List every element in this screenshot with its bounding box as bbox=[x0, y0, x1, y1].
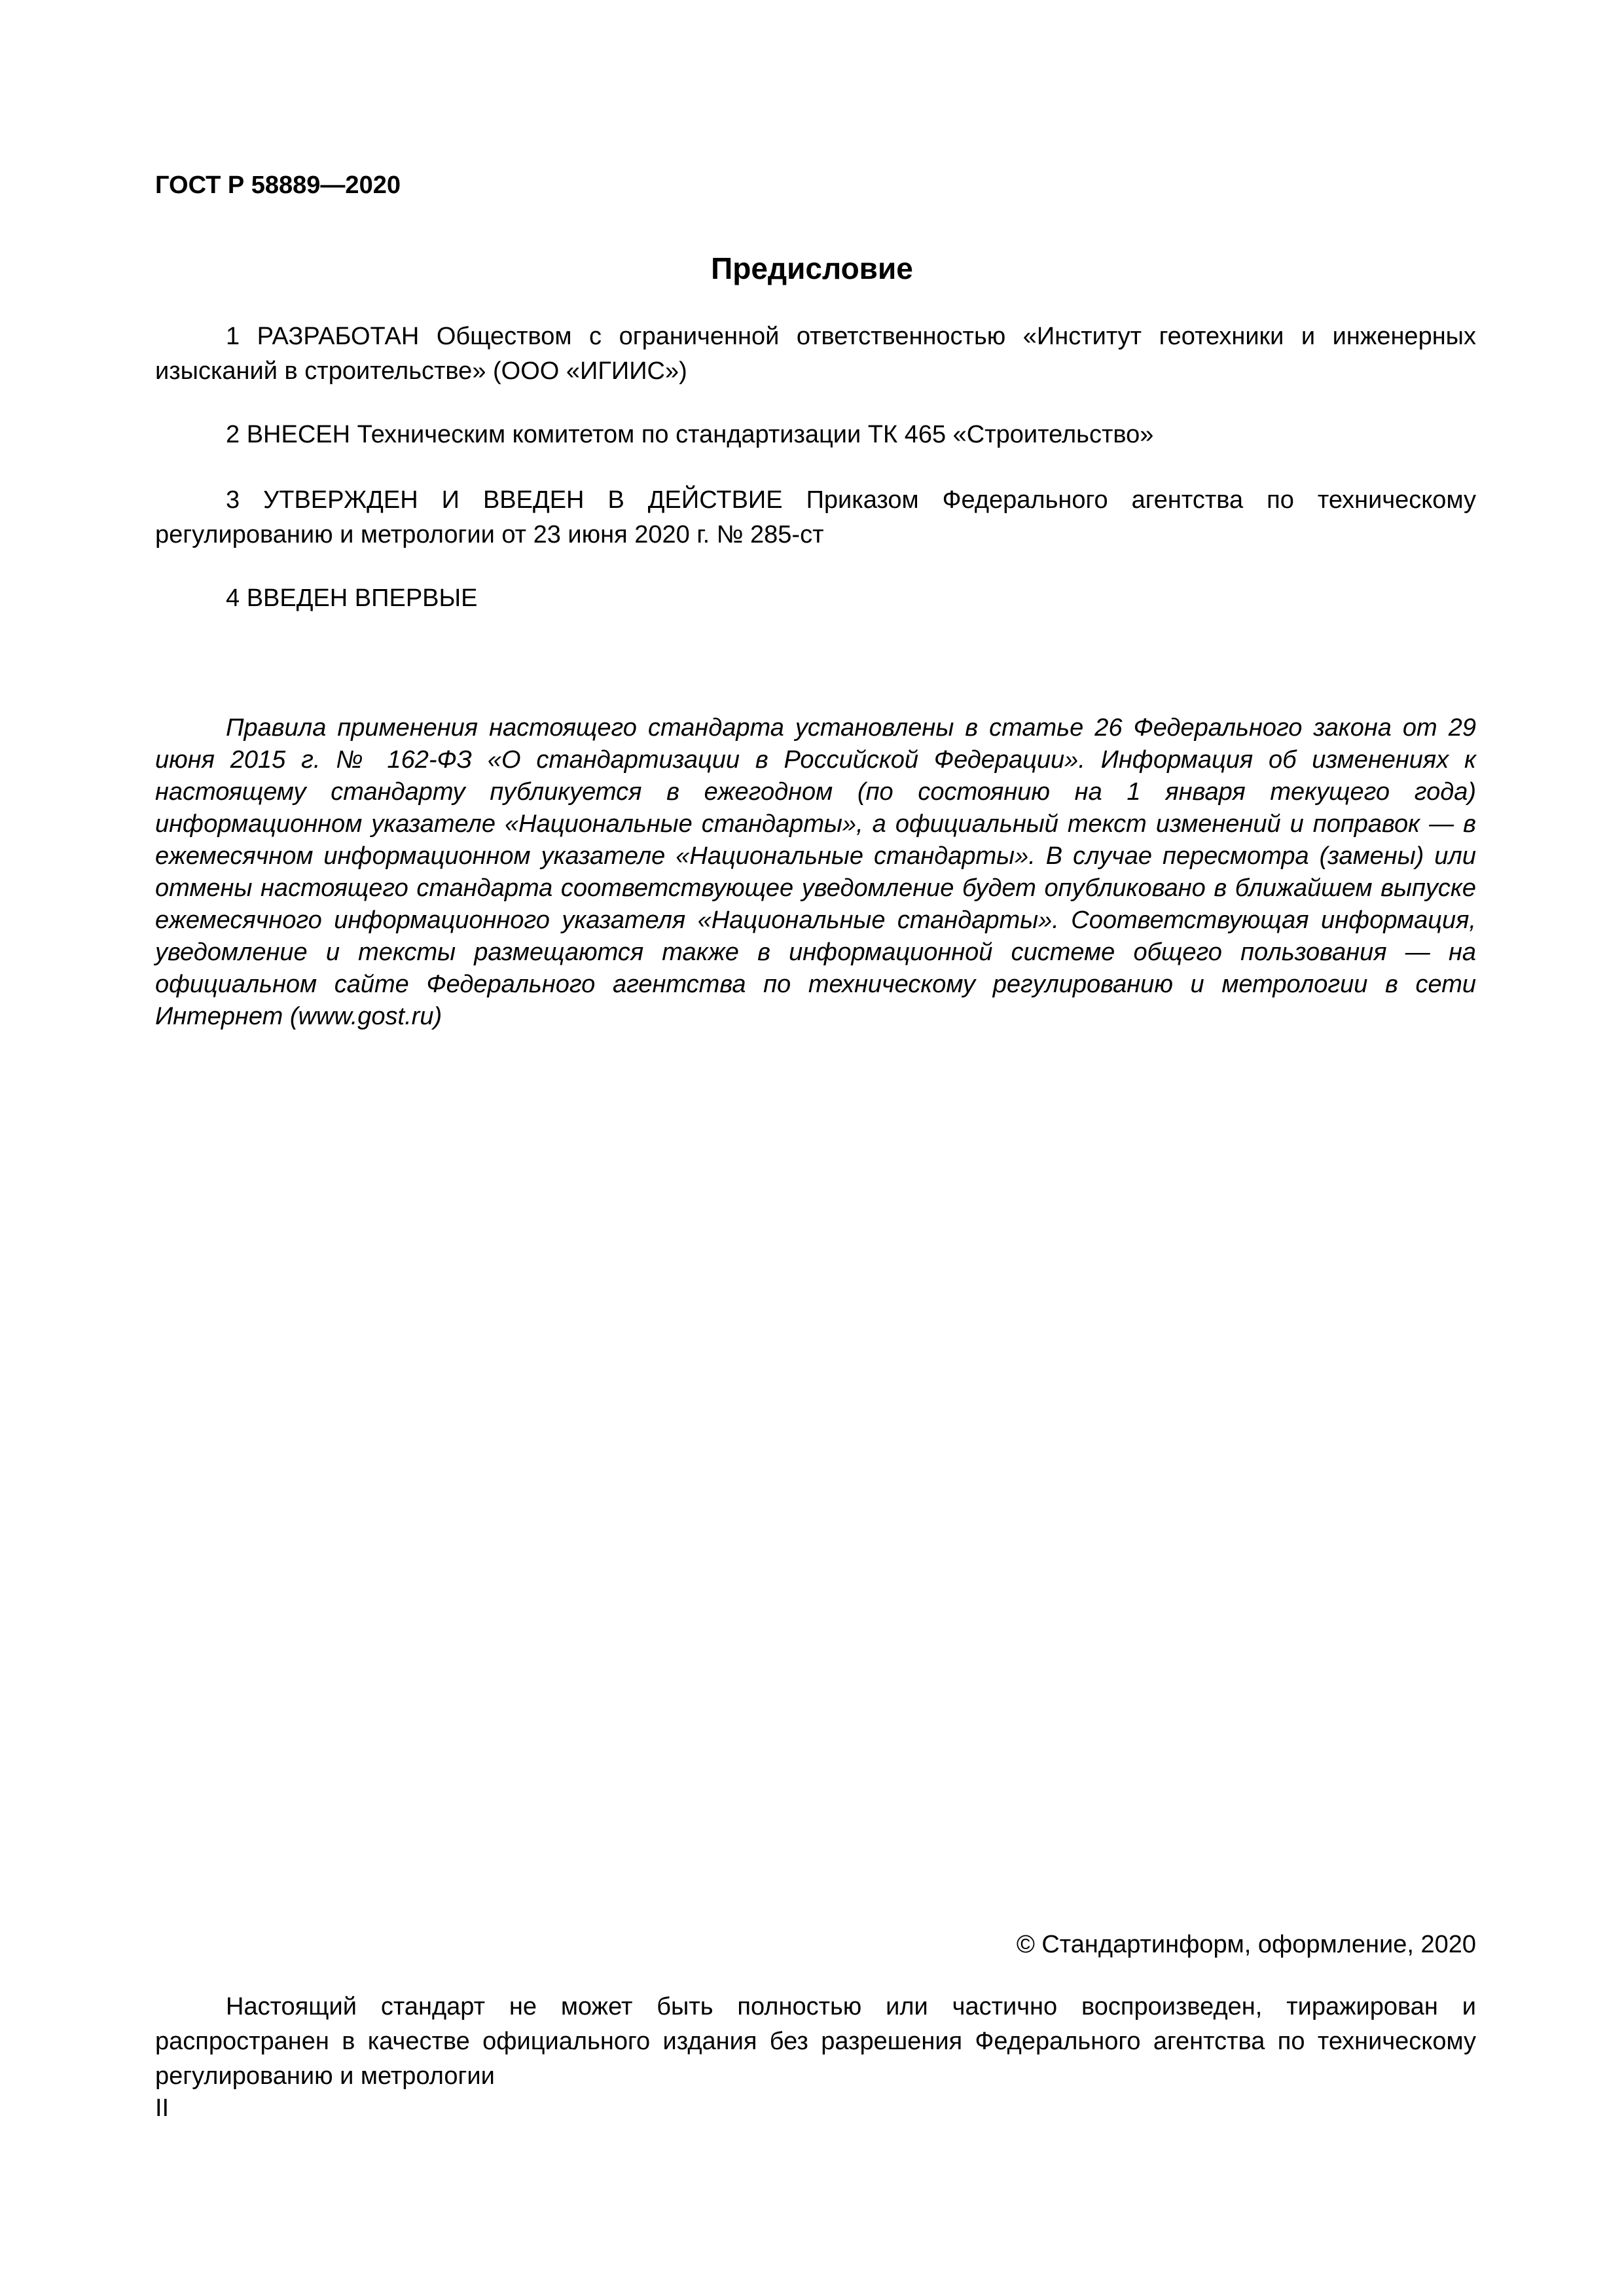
preface-item-4 bbox=[155, 581, 1476, 616]
preface-item-3 bbox=[155, 483, 1476, 552]
copyright-line: © Стандартинформ, оформление, 2020 bbox=[1016, 1931, 1476, 1958]
preface-item-2 bbox=[155, 418, 1476, 452]
preface-item-2-text: 2 ВНЕСЕН Техническим комитетом по стандартизации ТК 465 «Строительство» bbox=[226, 421, 1154, 448]
application-rules-paragraph: Правила применения настоящего стандарта установлены в статье 26 Федерального закона от 29 июня 2015 г. № 162-ФЗ «О стандартизации в Российской Федерации». Информация об изменениях к настоящему стандарту публикуется в ежегодном (по состоянию на 1 января текущего года) информационном указателе «Национальные стандарты», а официальный текст изменений и поправок — в ежемесячном информационном указателе «Национальные стандарты». В случае пересмотра (замены) или отмены настоящего стандарта соответствующее уведомление будет опубликовано в ближайшем выпуске ежемесячного информационного указателя «Национальные стандарты». Соответствующая информация, уведомление и тексты размещаются также в информационной системе общего пользования — на официальном сайте Федерального агентства по техническому регулированию и метрологии в сети Интернет (www.gost.ru) bbox=[155, 714, 1476, 1030]
standard-code: ГОСТ Р 58889—2020 bbox=[155, 171, 401, 199]
preface-item-1 bbox=[155, 319, 1476, 389]
preface-item-4-text: 4 ВВЕДЕН ВПЕРВЫЕ bbox=[226, 584, 478, 612]
page-number: II bbox=[155, 2094, 170, 2122]
reproduction-notice: Настоящий стандарт не может быть полностью или частично воспроизведен, тиражирован и распространен в качестве официального издания без разрешения Федерального агентства по техническому регулированию и метрологии bbox=[155, 1993, 1476, 2090]
preface-item-3-text: 3 УТВЕРЖДЕН И ВВЕДЕН В ДЕЙСТВИЕ Приказом Федерального агентства по техническому регулированию и метрологии от 23 июня 2020 г. № 285-ст bbox=[155, 486, 1476, 548]
page-title: Предисловие bbox=[711, 251, 913, 285]
preface-item-1-text: 1 РАЗРАБОТАН Обществом с ограниченной ответственностью «Институт геотехники и инженерных изысканий в строительстве» (ООО «ИГИИС») bbox=[155, 323, 1476, 385]
